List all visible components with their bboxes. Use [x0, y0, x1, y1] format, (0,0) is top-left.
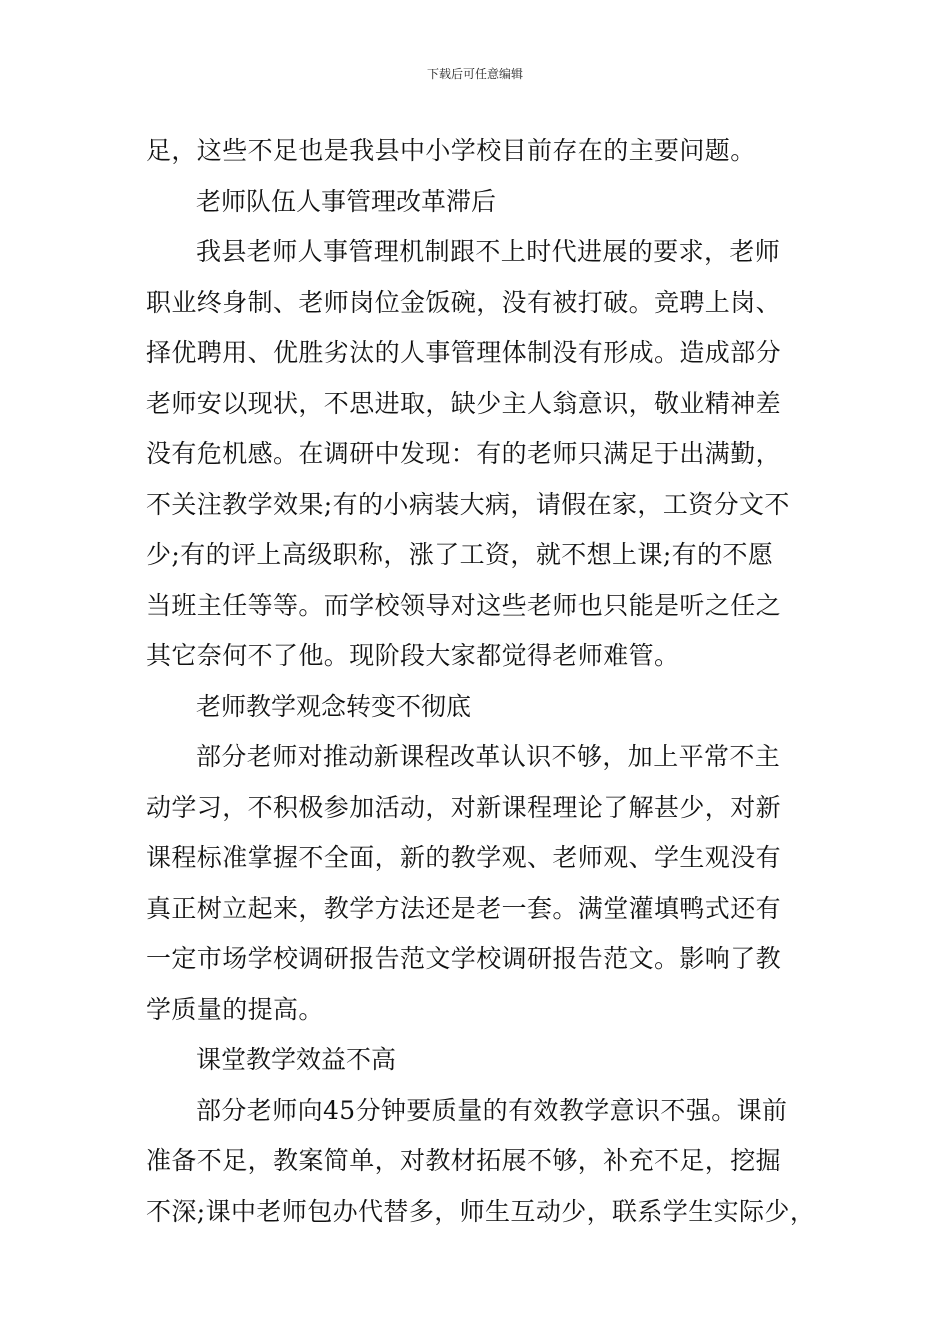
page-header: 下载后可任意编辑: [426, 67, 523, 81]
text-line: 足，这些不足也是我县中小学校目前存在的主要问题。: [146, 136, 756, 165]
text-line: 真正树立起来，教学方法还是老一套。满堂灌填鸭式还有: [146, 893, 782, 923]
text-line: 没有危机感。在调研中发现：有的老师只满足于出满勤，: [146, 439, 782, 468]
section-heading: 老师教学观念转变不彻底: [196, 691, 472, 721]
text-line: 一定市场学校调研报告范文学校调研报告范文。影响了教: [146, 944, 782, 973]
text-line: 老师安以现状，不思进取，缺少主人翁意识，敬业精神差: [146, 388, 782, 418]
paragraph-first-line: 部分老师向45分钟要质量的有效教学意识不强。课前: [196, 1095, 788, 1125]
text-line: 职业终身制、老师岗位金饭碗，没有被打破。竞聘上岗、: [146, 287, 782, 317]
text-line: 动学习，不积极参加活动，对新课程理论了解甚少，对新: [146, 792, 782, 822]
text-line: 不深;课中老师包办代替多，师生互动少，联系学生实际少，: [146, 1196, 816, 1226]
text-line: 学质量的提高。: [146, 994, 324, 1024]
paragraph-first-line: 我县老师人事管理机制跟不上时代进展的要求，老师: [196, 237, 781, 266]
text-line: 择优聘用、优胜劣汰的人事管理体制没有形成。造成部分: [146, 338, 782, 367]
text-line: 其它奈何不了他。现阶段大家都觉得老师难管。: [146, 641, 680, 670]
text-line: 少;有的评上高级职称，涨了工资，就不想上课;有的不愿: [146, 540, 774, 569]
text-line: 课程标准掌握不全面，新的教学观、老师观、学生观没有: [146, 843, 782, 872]
text-line: 当班主任等等。而学校领导对这些老师也只能是听之任之: [146, 590, 782, 620]
document-body: [146, 126, 826, 1237]
section-heading: 课堂教学效益不高: [196, 1045, 397, 1074]
text-line: 准备不足，教案简单，对教材拓展不够，补充不足，挖掘: [146, 1146, 782, 1175]
text-line: 不关注教学效果;有的小病装大病，请假在家，工资分文不: [146, 489, 790, 519]
section-heading: 老师队伍人事管理改革滞后: [196, 186, 497, 216]
paragraph-first-line: 部分老师对推动新课程改革认识不够，加上平常不主: [196, 742, 781, 771]
